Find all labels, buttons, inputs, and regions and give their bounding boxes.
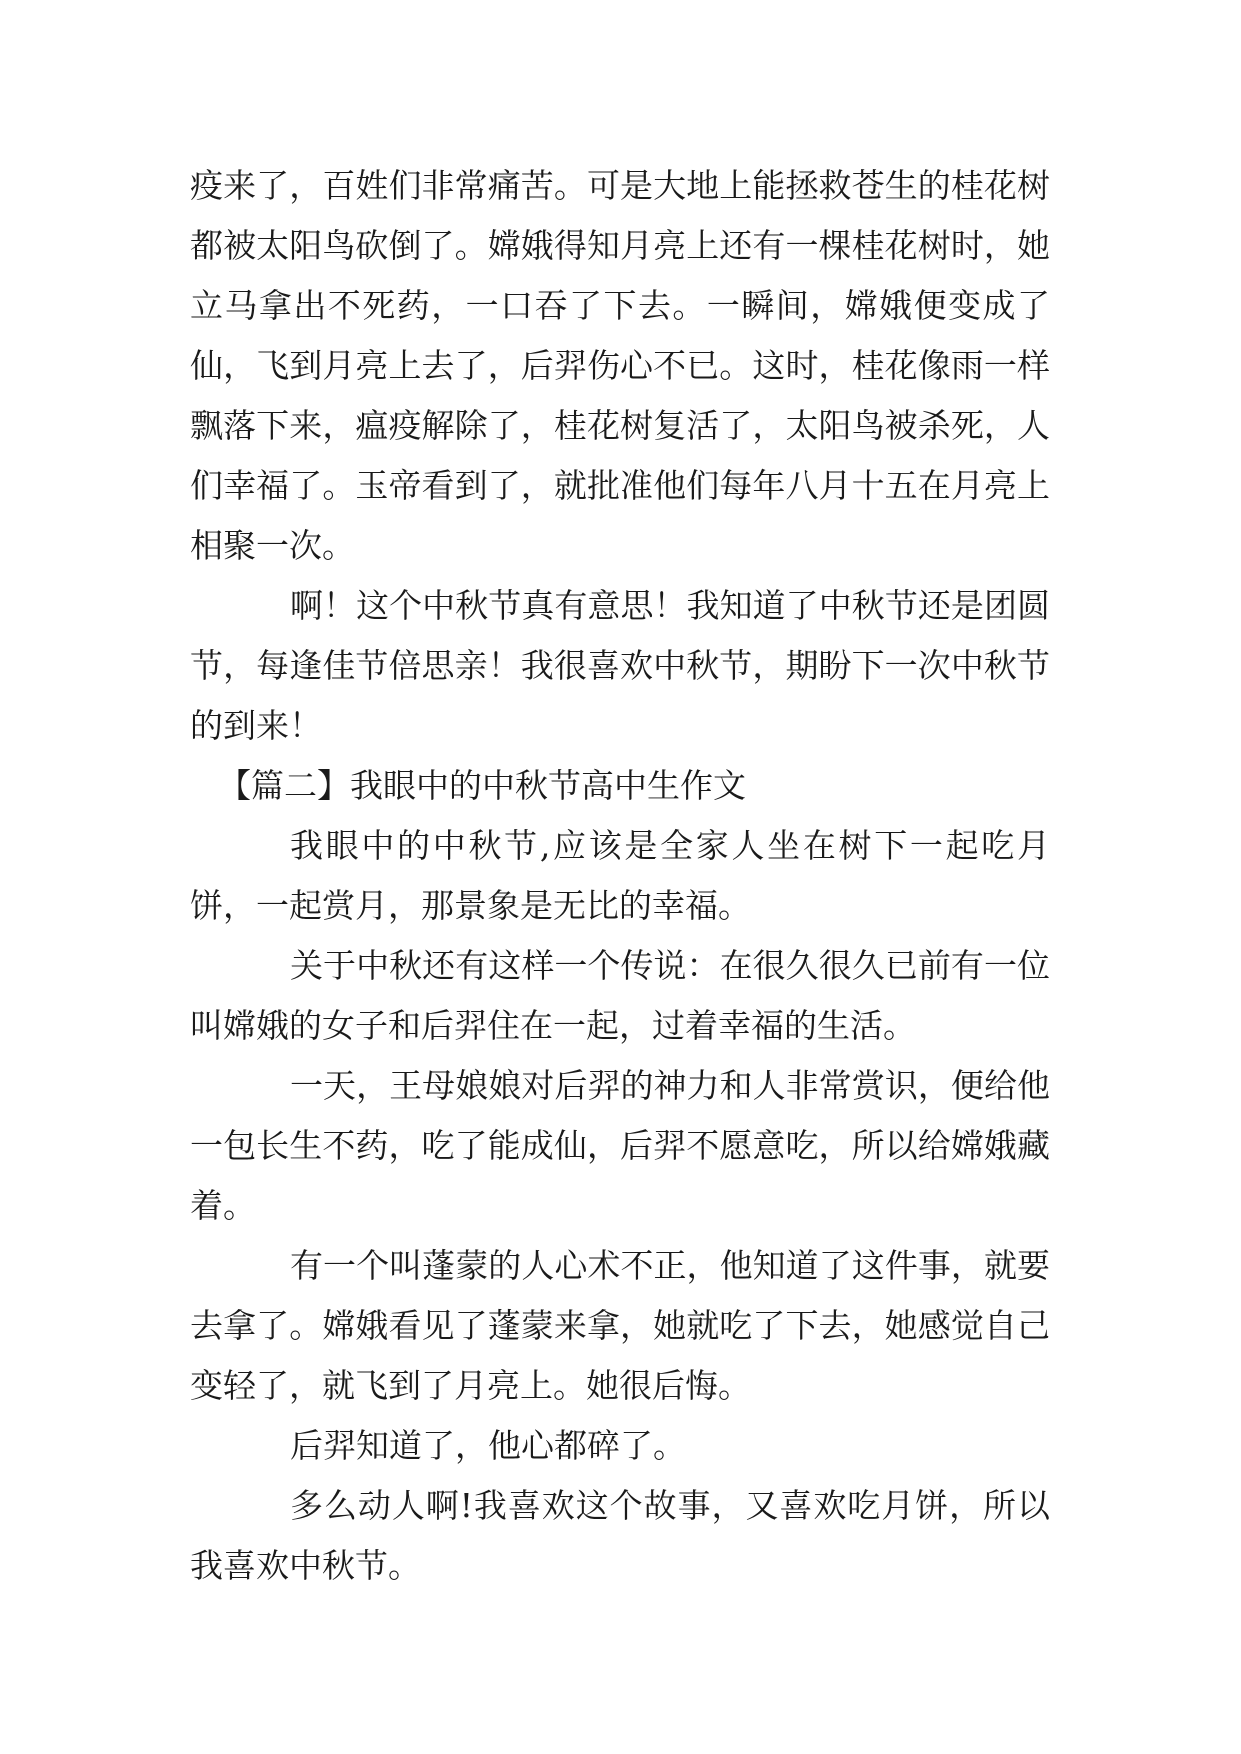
paragraph-continued-legend: 疫来了，百姓们非常痛苦。可是大地上能拯救苍生的桂花树都被太阳鸟砍倒了。嫦娥得知月亮上还有一棵桂花树时，她立马拿出不死药，一口吞了下去。一瞬间，嫦娥便变成了仙，飞到月亮上去了，后羿伤心不已。这时，桂花像雨一样飘落下来，瘟疫解除了，桂花树复活了，太阳鸟被杀死，人们幸福了。玉帝看到了，就批准他们每年八月十五在月亮上相聚一次。 bbox=[190, 166, 1050, 565]
section-paragraph-2: 关于中秋还有这样一个传说：在很久很久已前有一位叫嫦娥的女子和后羿住在一起，过着幸福的生活。 bbox=[190, 946, 1050, 1045]
document-body bbox=[190, 156, 1050, 1596]
section-paragraph-6: 多么动人啊!我喜欢这个故事，又喜欢吃月饼，所以我喜欢中秋节。 bbox=[190, 1486, 1050, 1585]
section-paragraph-3: 一天，王母娘娘对后羿的神力和人非常赏识，便给他一包长生不药，吃了能成仙，后羿不愿意吃，所以给嫦娥藏着。 bbox=[190, 1066, 1050, 1225]
section-paragraph-4: 有一个叫蓬蒙的人心术不正，他知道了这件事，就要去拿了。嫦娥看见了蓬蒙来拿，她就吃了下去，她感觉自己变轻了，就飞到了月亮上。她很后悔。 bbox=[190, 1246, 1050, 1405]
section-paragraph-5: 后羿知道了，他心都碎了。 bbox=[290, 1426, 686, 1465]
paragraph-conclusion: 啊！这个中秋节真有意思！我知道了中秋节还是团圆节，每逢佳节倍思亲！我很喜欢中秋节，期盼下一次中秋节的到来！ bbox=[190, 586, 1050, 745]
section-heading: 【篇二】我眼中的中秋节高中生作文 bbox=[218, 766, 746, 805]
section-paragraph-1: 我眼中的中秋节,应该是全家人坐在树下一起吃月饼，一起赏月，那景象是无比的幸福。 bbox=[190, 826, 1050, 925]
